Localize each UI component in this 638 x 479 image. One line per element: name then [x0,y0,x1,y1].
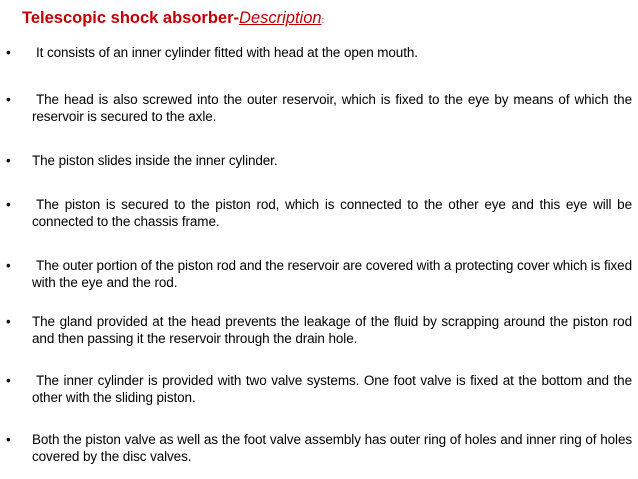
bullet-text: The piston slides inside the inner cylinder. [32,153,278,168]
bullet-dot-icon: • [6,258,11,273]
bullet-dot-icon: • [6,92,11,107]
bullet-text: It consists of an inner cylinder fitted with head at the open mouth. [36,45,418,60]
title-main: Telescopic shock absorber [22,9,234,27]
title-colon: : [321,15,325,25]
title-separator: - [233,9,240,27]
bullet-text: The head is also screwed into the outer reservoir, which is fixed to the eye by means of which the reservoir is secured to the axle. [32,92,632,124]
bullet-dot-icon: • [6,314,11,329]
bullet-dot-icon: • [6,153,11,168]
bullet-dot-icon: • [6,373,11,388]
bullet-text: The inner cylinder is provided with two valve systems. One foot valve is fixed at the bottom and the other with the sliding piston. [32,373,632,405]
bullet-text: Both the piston valve as well as the foot valve assembly has outer ring of holes and inner ring of holes covered by the disc valves. [32,432,632,464]
bullet-text: The outer portion of the piston rod and the reservoir are covered with a protecting cover which is fixed with the eye and the rod. [32,258,632,290]
bullet-text: The piston is secured to the piston rod, which is connected to the other eye and this eye will be connected to the chassis frame. [32,197,632,229]
bullet-dot-icon: • [6,432,11,447]
bullet-text: The gland provided at the head prevents the leakage of the fluid by scrapping around the piston rod and then passing it the reservoir through the drain hole. [32,314,632,346]
bullet-dot-icon: • [6,45,11,60]
title-description: Description [239,9,322,27]
bullet-dot-icon: • [6,197,11,212]
